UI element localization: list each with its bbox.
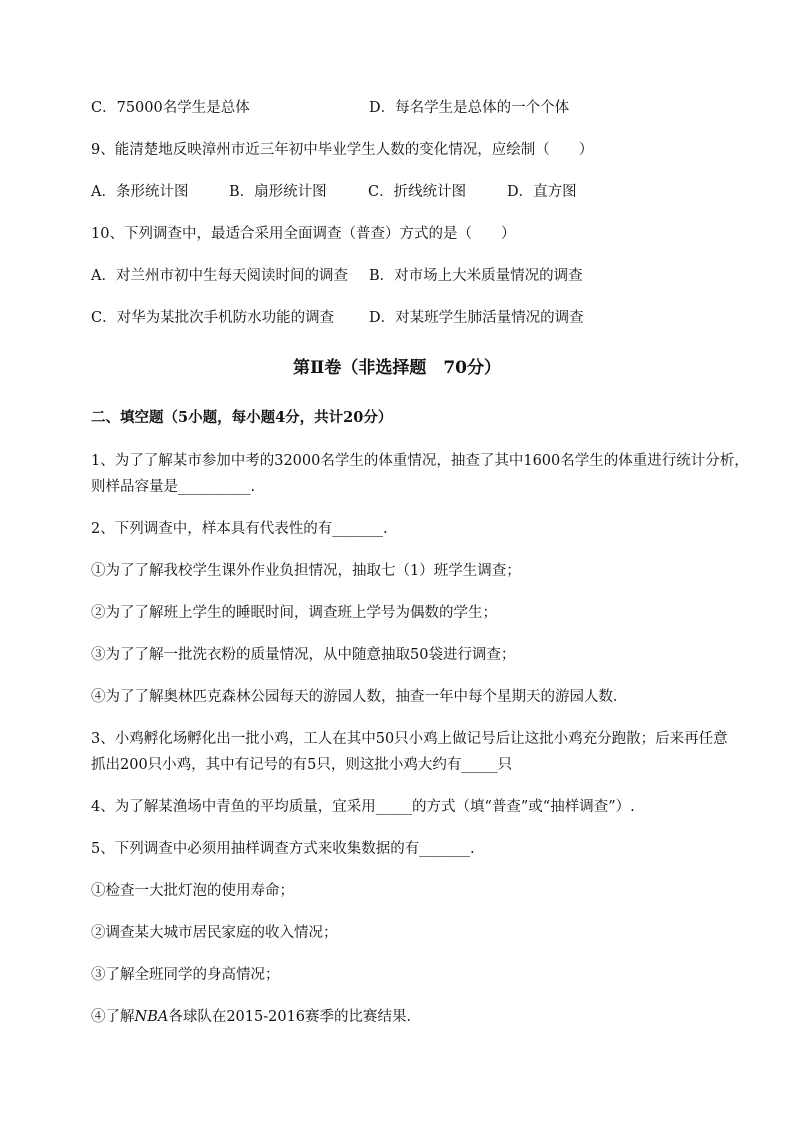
q9-option-a: A．条形统计图	[91, 184, 189, 200]
q9-option-c: C．折线统计图	[368, 184, 467, 200]
fill-q2-item3: ③为了了解一批洗衣粉的质量情况，从中随意抽取50袋进行调查；	[91, 647, 516, 663]
q9-option-d: D．直方图	[507, 184, 577, 200]
fill-q5-item4	[91, 1007, 421, 1027]
fill-q2-item1: ①为了了解我校学生课外作业负担情况，抽取七（1）班学生调查；	[91, 563, 521, 579]
fill-q1-line2: 则样品容量是__________.	[91, 479, 256, 495]
q8-option-d: D．每名学生是总体的一个个体	[369, 100, 570, 116]
part2-title: 第Ⅱ卷（非选择题 70分）	[293, 358, 501, 378]
fill-q3-line1: 3、小鸡孵化场孵化出一批小鸡，工人在其中50只小鸡上做记号后让这批小鸡充分跑散；后来再任意	[91, 731, 728, 747]
q10-option-a: A．对兰州市初中生每天阅读时间的调查	[91, 268, 348, 284]
fill-q5-stem: 5、下列调查中必须用抽样调查方式来收集数据的有_______.	[91, 841, 475, 857]
fill-q5-item4-post: 各球队在2015-2016赛季的比赛结果．	[168, 1009, 422, 1025]
q10-option-d: D．对某班学生肺活量情况的调查	[369, 310, 584, 326]
q9-option-b: B．扇形统计图	[229, 184, 327, 200]
fill-q3-line2: 抓出200只小鸡，其中有记号的有5只，则这批小鸡大约有_____只	[91, 757, 513, 773]
q8-option-c: C．75000名学生是总体	[91, 100, 250, 116]
q10-stem: 10、下列调查中，最适合采用全面调查（普查）方式的是（ ）	[91, 226, 516, 242]
q10-option-b: B．对市场上大米质量情况的调查	[369, 268, 583, 284]
nba-abbreviation: NBA	[134, 1009, 169, 1025]
section-heading: 二、填空题（5小题，每小题4分，共计20分）	[91, 409, 393, 426]
fill-q5-item1: ①检查一大批灯泡的使用寿命；	[91, 883, 294, 899]
fill-q2-stem: 2、下列调查中，样本具有代表性的有_______.	[91, 521, 388, 537]
fill-q5-item3: ③了解全班同学的身高情况；	[91, 967, 280, 983]
q10-option-c: C．对华为某批次手机防水功能的调查	[91, 310, 335, 326]
fill-q2-item4: ④为了了解奥林匹克森林公园每天的游园人数，抽查一年中每个星期天的游园人数．	[91, 689, 628, 705]
fill-q4: 4、为了解某渔场中青鱼的平均质量，宜采用_____的方式（填“普查”或“抽样调查”）.	[91, 799, 635, 815]
q9-stem: 9、能清楚地反映漳州市近三年初中毕业学生人数的变化情况，应绘制（ ）	[91, 142, 594, 158]
fill-q5-item4-pre: ④了解	[91, 1009, 135, 1025]
fill-q1-line1: 1、为了了解某市参加中考的32000名学生的体重情况，抽查了其中1600名学生的体重进行统计分析，	[91, 453, 749, 469]
fill-q5-item2: ②调查某大城市居民家庭的收入情况；	[91, 925, 338, 941]
fill-q2-item2: ②为了了解班上学生的睡眠时间，调查班上学号为偶数的学生；	[91, 605, 497, 621]
